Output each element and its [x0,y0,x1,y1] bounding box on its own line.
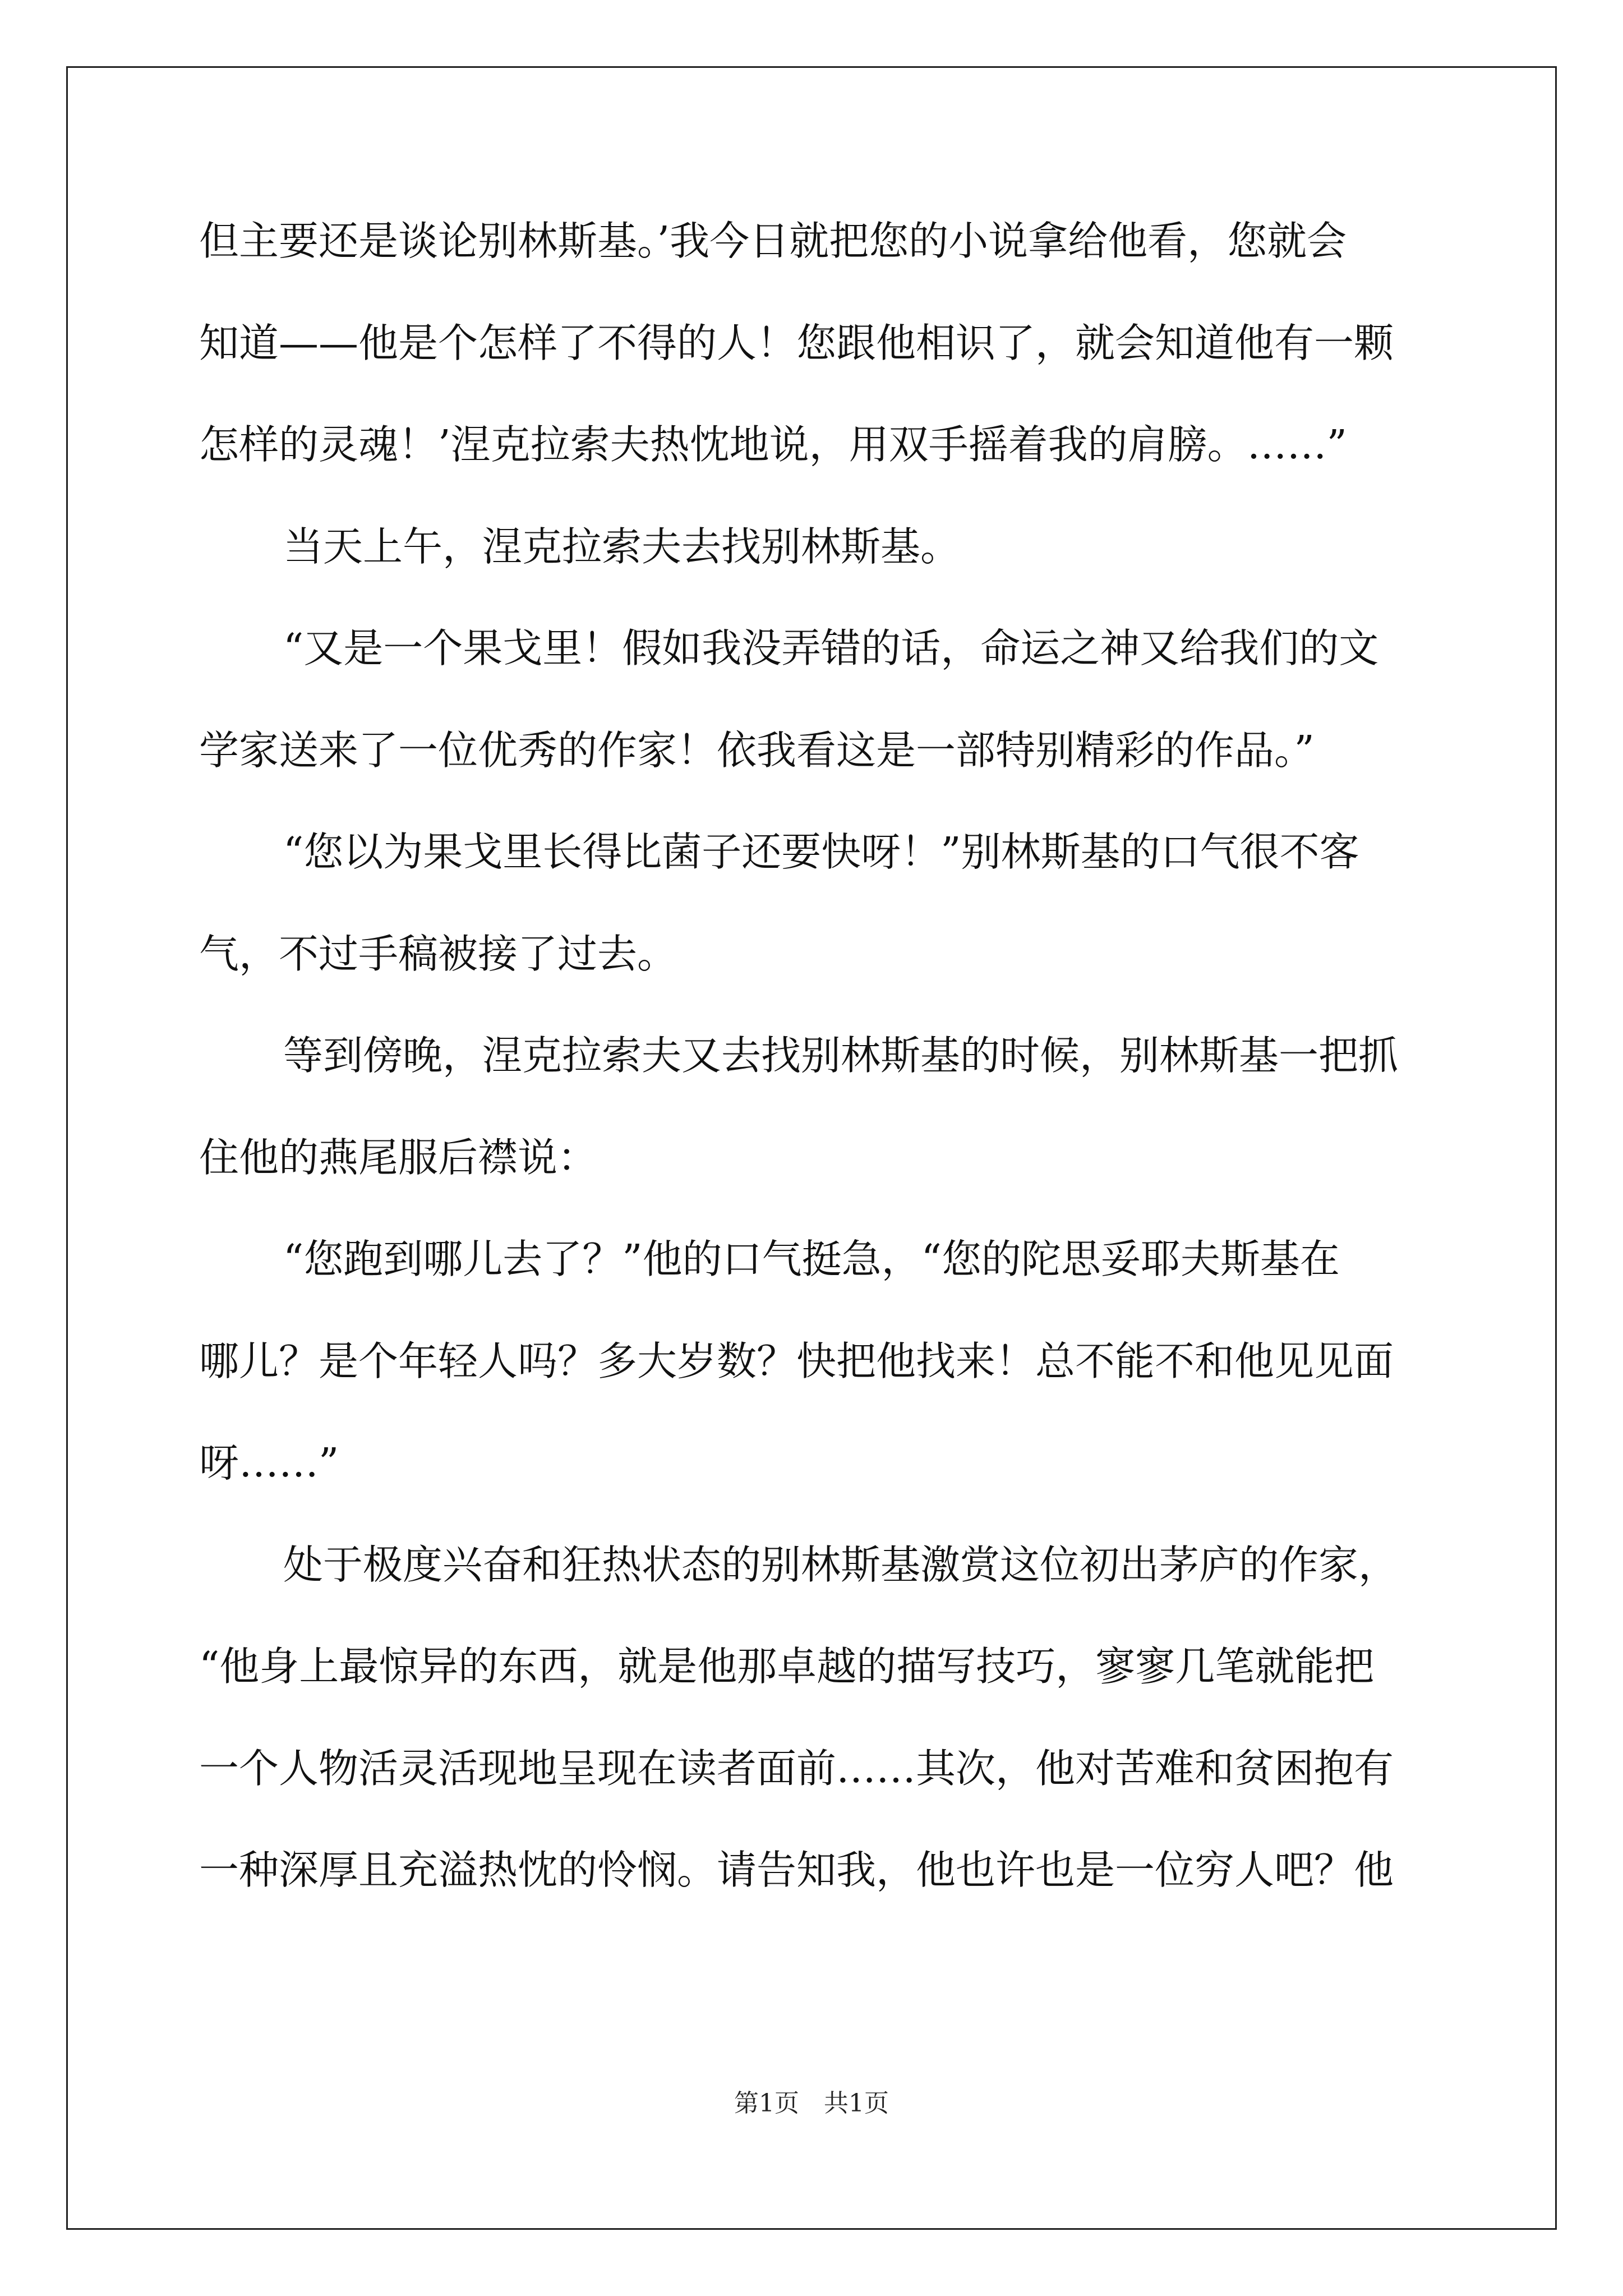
text-line: 一种深厚且充溢热忱的怜悯。请告知我，他也许也是一位穷人吧？他 [199,1847,1394,1893]
page-number: 第1页 共1页 [734,2089,889,2118]
text-line: 等到傍晚，涅克拉索夫又去找别林斯基的时候，别林斯基一把抓 [283,1032,1399,1079]
document-body [199,213,1427,1944]
text-line: 呀……” [199,1439,339,1486]
text-line: “您以为果戈里长得比菌子还要快呀！”别林斯基的口气很不客 [283,829,1359,875]
text-line: 处于极度兴奋和狂热状态的别林斯基激赏这位初出茅庐的作家， [283,1541,1399,1588]
text-line: 怎样的灵魂！’涅克拉索夫热忱地说，用双手摇着我的肩膀。……” [199,421,1347,468]
text-line: “又是一个果戈里！假如我没弄错的话，命运之神又给我们的文 [283,625,1379,671]
text-line: 气，不过手稿被接了过去。 [199,930,677,977]
text-line: 学家送来了一位优秀的作家！依我看这是一部特别精彩的作品。” [199,726,1315,774]
text-line: “他身上最惊异的东西，就是他那卓越的描写技巧，寥寥几笔就能把 [199,1643,1375,1690]
text-line: “您跑到哪儿去了？”他的口气挺急，“您的陀思妥耶夫斯基在 [283,1236,1340,1282]
text-line: 哪儿？是个年轻人吗？多大岁数？快把他找来！总不能不和他见见面 [199,1337,1394,1384]
text-line: 知道——他是个怎样了不得的人！您跟他相识了，就会知道他有一颗 [199,319,1394,366]
text-line: 当天上午，涅克拉索夫去找别林斯基。 [283,523,961,570]
text-line: 一个人物活灵活现地呈现在读者面前……其次，他对苦难和贫困抱有 [199,1745,1394,1792]
text-line: 但主要还是谈论别林斯基。’我今日就把您的小说拿给他看，您就会 [199,218,1347,264]
text-line: 住他的燕尾服后襟说： [199,1134,598,1181]
